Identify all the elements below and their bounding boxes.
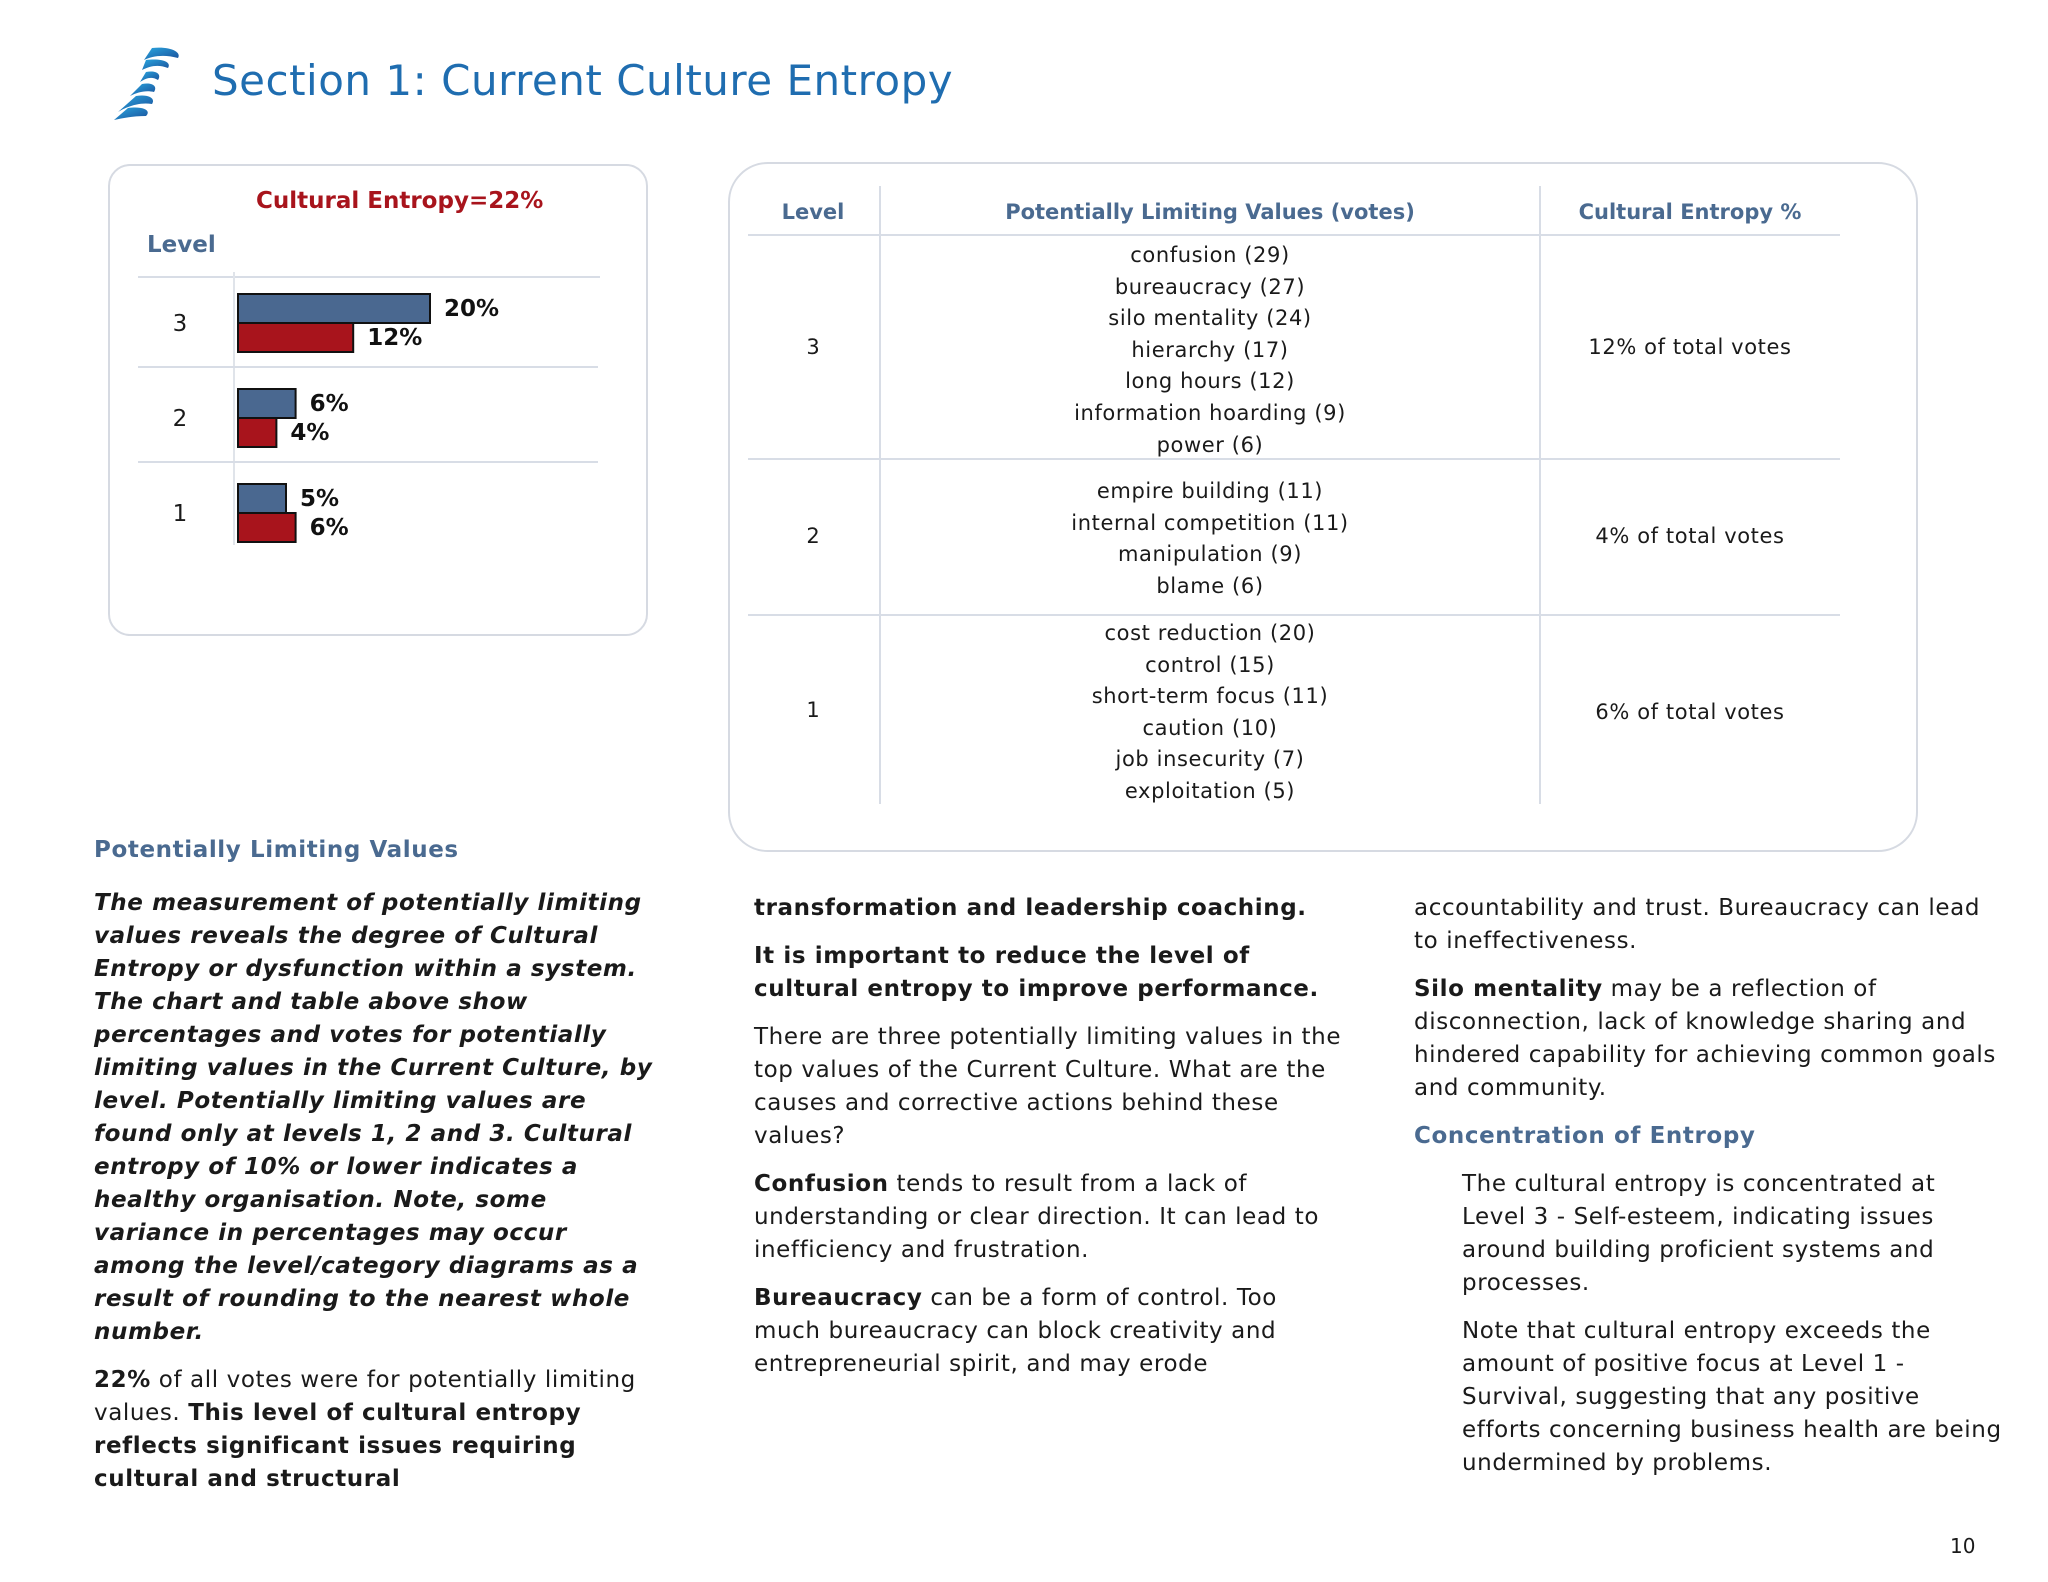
term-description: tends to result from a lack of understanding or clear direction. It can lead to inefficiency and frustration. — [754, 1171, 1319, 1263]
votes-percentage: 22% — [94, 1367, 151, 1393]
limiting-value: caution (10) — [1142, 715, 1278, 740]
table-row-entropy: 6% of total votes — [1595, 700, 1785, 724]
chart-bar — [238, 484, 286, 513]
chart-data-label: 6% — [309, 391, 349, 417]
table-row-level: 1 — [806, 698, 820, 722]
chart-data-label: 4% — [290, 420, 330, 446]
table-row-entropy: 4% of total votes — [1595, 524, 1785, 548]
limiting-value: internal competition (11) — [1071, 510, 1349, 535]
chart-category-label: 3 — [172, 311, 188, 337]
table-row-values — [880, 476, 1540, 602]
table-row-divider — [748, 614, 1840, 616]
paragraph: accountability and trust. Bureaucracy can lead to ineffectiveness. — [1414, 895, 1981, 954]
paragraph — [754, 940, 1344, 1006]
limiting-value: exploitation (5) — [1124, 778, 1296, 803]
chart-data-label: 20% — [444, 296, 500, 322]
chart-bar — [238, 418, 276, 447]
paragraph — [754, 1168, 1344, 1267]
limiting-value: hierarchy (17) — [1131, 337, 1289, 362]
paragraph: There are three potentially limiting values in the top values of the Current Culture. What are the causes and corrective actions behind these values? — [754, 1024, 1342, 1149]
term-bureaucracy: Bureaucracy — [754, 1285, 923, 1311]
votes-paragraph — [94, 1364, 654, 1496]
limiting-value: blame (6) — [1156, 573, 1264, 598]
chart-bar — [238, 513, 296, 542]
term-description: may be a reflection of disconnection, lack of knowledge sharing and hindered capability for achieving common goals and community. — [1414, 976, 1996, 1101]
term-silo-mentality: Silo mentality — [1414, 976, 1603, 1002]
term-description: can be a form of control. Too much bureaucracy can block creativity and entrepreneurial spirit, and may erode — [754, 1285, 1277, 1377]
page-title: Section 1: Current Culture Entropy — [212, 56, 954, 105]
limiting-value: control (15) — [1145, 652, 1275, 677]
chart-data-label: 6% — [309, 515, 349, 541]
limiting-value: power (6) — [1156, 432, 1264, 457]
table-header-values: Potentially Limiting Values (votes) — [1005, 200, 1415, 224]
table-header-divider — [748, 234, 1840, 236]
chart-title: Cultural Entropy=22% — [256, 188, 544, 214]
spiral-logo-icon — [112, 44, 188, 120]
chart-bar — [238, 294, 430, 323]
section-heading: Concentration of Entropy — [1414, 1123, 1756, 1149]
paragraph-bold: It is important to reduce the level of cultural entropy to improve performance. — [754, 943, 1319, 1002]
text-column-1 — [94, 834, 654, 1511]
page-number: 10 — [1950, 1534, 1976, 1558]
table-row-level: 3 — [806, 335, 820, 359]
chart-category-label: 1 — [172, 501, 188, 527]
section-heading: Potentially Limiting Values — [94, 837, 459, 863]
limiting-value: long hours (12) — [1125, 369, 1295, 394]
table-row-level: 2 — [806, 524, 820, 548]
paragraph — [754, 892, 1344, 925]
chart-category-label: 2 — [172, 406, 188, 432]
votes-conclusion: This level of cultural entropy reflects significant issues requiring cultural and structural — [94, 1400, 582, 1492]
entropy-bar-chart — [136, 270, 616, 570]
limiting-value: information hoarding (9) — [1074, 400, 1346, 425]
limiting-value: job insecurity (7) — [1115, 747, 1305, 772]
table-header-level: Level — [781, 200, 845, 224]
limiting-value: empire building (11) — [1096, 479, 1324, 503]
limiting-value: bureaucracy (27) — [1114, 274, 1306, 299]
term-confusion: Confusion — [754, 1171, 889, 1197]
text-column-3 — [1414, 892, 2004, 1495]
limiting-value: confusion (29) — [1130, 243, 1290, 267]
table-row-entropy: 12% of total votes — [1588, 335, 1792, 359]
table-row-values — [880, 240, 1540, 461]
table-row-values — [880, 618, 1540, 808]
chart-axis-label: Level — [147, 232, 216, 258]
limiting-value: silo mentality (24) — [1108, 306, 1312, 331]
limiting-value: manipulation (9) — [1117, 542, 1303, 567]
chart-data-label: 12% — [367, 325, 423, 351]
chart-bar — [238, 323, 353, 352]
table-header-entropy: Cultural Entropy % — [1578, 200, 1802, 224]
paragraph-bold: transformation and leadership coaching. — [754, 895, 1307, 921]
paragraph — [1414, 973, 2004, 1105]
chart-bar — [238, 389, 296, 418]
paragraph — [754, 1282, 1344, 1381]
intro-text: The measurement of potentially limiting values reveals the degree of Cultural Entropy or dysfunction within a system. The chart and table above show percentages and votes for potentially limiting values in the Current Culture, by level. Potentially limiting values are found only at levels 1, 2 and 3. Cultural entropy of 10% or lower indicates a healthy organisation. Note, some variance in percentages may occur among the level/category diagrams as a result of rounding to the nearest whole number. — [94, 890, 653, 1345]
limiting-value: cost reduction (20) — [1104, 621, 1316, 645]
intro-paragraph — [94, 887, 654, 1349]
chart-data-label: 5% — [300, 486, 340, 512]
votes-text: of all votes were for potentially limiting values. — [94, 1367, 636, 1426]
paragraph: Note that cultural entropy exceeds the amount of positive focus at Level 1 - Survival, suggesting that any positive efforts concerning business health are being undermined by problems. — [1462, 1318, 2002, 1476]
text-column-2 — [754, 892, 1344, 1396]
paragraph: The cultural entropy is concentrated at Level 3 - Self-esteem, indicating issues around building proficient systems and processes. — [1462, 1171, 1936, 1296]
limiting-value: short-term focus (11) — [1091, 684, 1329, 709]
